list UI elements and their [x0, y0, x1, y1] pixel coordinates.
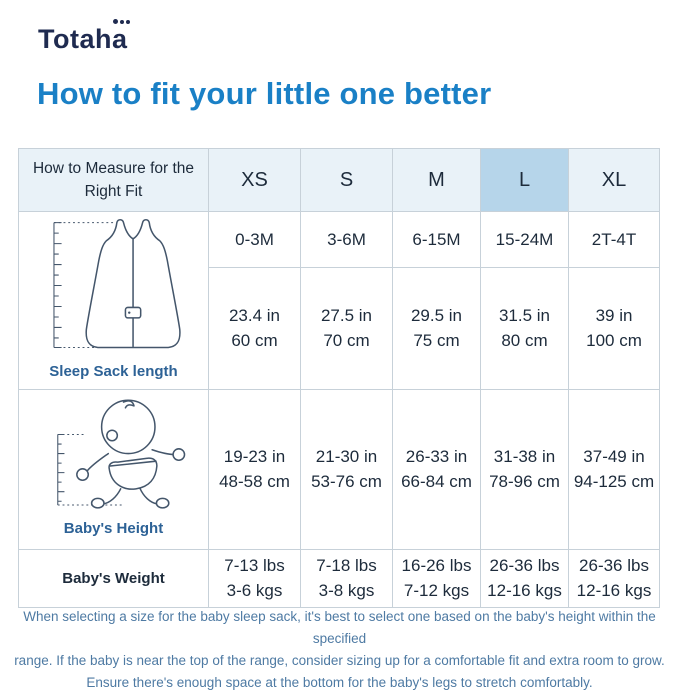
size-header-l-highlighted: L — [481, 149, 569, 212]
length-cell-xl — [569, 268, 660, 390]
height-cm: 48-58 cm — [219, 471, 290, 491]
brand-name: Totaha — [38, 24, 128, 54]
baby-height-illustration-cell — [19, 390, 209, 550]
age-cell-xs: 0-3M — [209, 212, 301, 268]
size-header-xl: XL — [569, 149, 660, 212]
age-cell-xl: 2T-4T — [569, 212, 660, 268]
logo-dots-icon — [113, 20, 130, 24]
height-in: 19-23 in — [223, 446, 286, 466]
weight-cell-l-highlighted — [481, 550, 569, 608]
sizing-advice-note — [0, 606, 679, 693]
sleep-sack-diagram-icon — [33, 213, 195, 359]
size-header-xs: XS — [209, 149, 301, 212]
brand-logo — [38, 24, 128, 55]
length-in: 29.5 in — [410, 305, 463, 325]
length-cm: 60 cm — [231, 330, 278, 350]
height-cell-s — [301, 390, 393, 550]
length-in: 31.5 in — [498, 305, 551, 325]
weight-cell-xs — [209, 550, 301, 608]
weight-cell-xl — [569, 550, 660, 608]
height-cm: 66-84 cm — [401, 471, 472, 491]
note-line-1: When selecting a size for the baby sleep sack, it's best to select one based on the baby's height within the specified — [23, 609, 656, 646]
length-cell-l-highlighted — [481, 268, 569, 390]
weight-kgs: 12-16 kgs — [576, 580, 652, 600]
age-cell-s: 3-6M — [301, 212, 393, 268]
length-cm: 100 cm — [586, 330, 642, 350]
note-line-3: Ensure there's enough space at the bottom for the baby's legs to stretch comfortably. — [86, 674, 593, 690]
age-range-row — [19, 212, 660, 268]
length-cm: 75 cm — [413, 330, 460, 350]
note-line-2: range. If the baby is near the top of the range, consider sizing up for a comfortable fit and extra room to grow. — [14, 652, 665, 668]
sleep-sack-length-label: Sleep Sack length — [49, 362, 178, 380]
size-header-m: M — [393, 149, 481, 212]
length-cm: 70 cm — [323, 330, 370, 350]
baby-height-label: Baby's Height — [63, 519, 164, 537]
baby-height-row — [19, 390, 660, 550]
weight-cell-s — [301, 550, 393, 608]
size-chart-table — [18, 148, 660, 608]
height-in: 21-30 in — [315, 446, 378, 466]
height-in: 31-38 in — [493, 446, 556, 466]
height-cell-l-highlighted — [481, 390, 569, 550]
weight-kgs: 12-16 kgs — [487, 580, 562, 600]
length-cm: 80 cm — [501, 330, 548, 350]
baby-weight-row — [19, 550, 660, 608]
weight-lbs: 7-18 lbs — [316, 555, 377, 575]
length-cell-xs — [209, 268, 301, 390]
sleep-sack-illustration-cell — [19, 212, 209, 390]
weight-lbs: 16-26 lbs — [401, 555, 472, 575]
age-cell-m: 6-15M — [393, 212, 481, 268]
length-in: 23.4 in — [228, 305, 281, 325]
height-cell-xs — [209, 390, 301, 550]
height-cm: 94-125 cm — [573, 471, 655, 491]
age-cell-l-highlighted: 15-24M — [481, 212, 569, 268]
length-cell-s — [301, 268, 393, 390]
height-in: 26-33 in — [405, 446, 468, 466]
weight-kgs: 3-8 kgs — [318, 580, 375, 600]
length-in: 39 in — [595, 305, 633, 325]
length-cell-m — [393, 268, 481, 390]
weight-lbs: 26-36 lbs — [579, 555, 649, 575]
height-cm: 53-76 cm — [311, 471, 382, 491]
weight-kgs: 3-6 kgs — [226, 580, 283, 600]
baby-diagram-icon — [33, 394, 195, 516]
height-cell-xl — [569, 390, 660, 550]
height-cell-m — [393, 390, 481, 550]
page-title: How to fit your little one better — [37, 76, 492, 111]
length-in: 27.5 in — [320, 305, 373, 325]
height-in: 37-49 in — [583, 446, 645, 466]
size-header-s: S — [301, 149, 393, 212]
corner-header: How to Measure for the Right Fit — [19, 149, 209, 212]
weight-lbs: 26-36 lbs — [489, 555, 560, 575]
weight-lbs: 7-13 lbs — [224, 555, 285, 575]
table-header-row — [19, 149, 660, 212]
baby-weight-label: Baby's Weight — [19, 550, 209, 608]
height-cm: 78-96 cm — [489, 471, 560, 491]
weight-kgs: 7-12 kgs — [403, 580, 470, 600]
weight-cell-m — [393, 550, 481, 608]
